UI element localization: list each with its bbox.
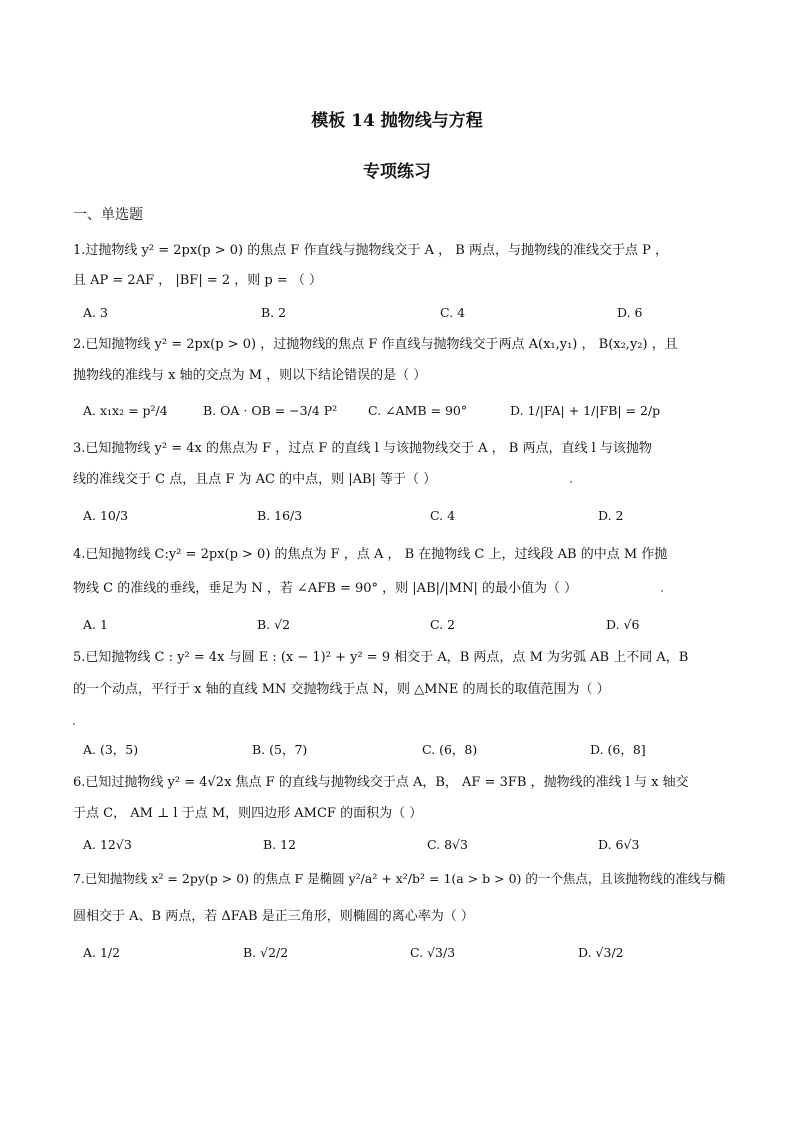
- q1-option-a: A. 3: [83, 305, 108, 320]
- q7-option-c: C. √3/3: [410, 945, 456, 960]
- q5-option-c: C. (6，8): [422, 742, 478, 757]
- page-title: 模板 14 抛物线与方程: [311, 111, 483, 131]
- q5-option-a: A. (3，5): [83, 742, 139, 757]
- q2-option-c: C. ∠AMB = 90°: [368, 403, 468, 418]
- section-heading: 一、单选题: [73, 207, 143, 223]
- stray-dot: [661, 590, 663, 592]
- q4-option-a: A. 1: [83, 617, 108, 632]
- q4-option-b: B. √2: [257, 617, 291, 632]
- q1-line1: 1.过抛物线 y² = 2px(p > 0) 的焦点 F 作直线与抛物线交于 A ， B 两点，与抛物线的准线交于点 P ，: [73, 243, 668, 258]
- q2-option-a: A. x₁x₂ = p²/4: [83, 403, 168, 418]
- q1-option-d: D. 6: [617, 305, 643, 320]
- q5-line2: 的一个动点，平行于 x 轴的直线 MN 交抛物线于点 N，则 △MNE 的周长的取值范围为（ ）: [73, 682, 610, 697]
- q2-line2: 抛物线的准线与 x 轴的交点为 M ，则以下结论错误的是（ ）: [73, 368, 427, 383]
- q1-option-b: B. 2: [261, 305, 287, 320]
- q3-option-d: D. 2: [598, 508, 624, 523]
- q1-option-c: C. 4: [440, 305, 466, 320]
- q5-line1: 5.已知抛物线 C : y² = 4x 与圆 E : (x − 1)² + y² = 9 相交于 A，B 两点，点 M 为劣弧 AB 上不同 A，B: [73, 650, 689, 665]
- q4-option-d: D. √6: [606, 617, 640, 632]
- q3-option-a: A. 10/3: [83, 508, 129, 523]
- q6-option-d: D. 6√3: [598, 837, 640, 852]
- page-subtitle: 专项练习: [363, 162, 431, 182]
- q3-line2: 线的准线交于 C 点，且点 F 为 AC 的中点，则 |AB| 等于（ ）: [73, 472, 437, 487]
- q7-line2: 圆相交于 A、B 两点，若 ΔFAB 是正三角形，则椭圆的离心率为（ ）: [73, 909, 474, 924]
- q3-option-b: B. 16/3: [257, 508, 303, 523]
- q7-option-a: A. 1/2: [83, 945, 121, 960]
- q3-option-c: C. 4: [430, 508, 456, 523]
- q2-option-d: D. 1/|FA| + 1/|FB| = 2/p: [510, 403, 661, 418]
- q7-option-d: D. √3/2: [578, 945, 624, 960]
- q6-option-a: A. 12√3: [83, 837, 132, 852]
- stray-dot: [73, 723, 75, 725]
- q6-option-b: B. 12: [263, 837, 297, 852]
- q7-option-b: B. √2/2: [243, 945, 289, 960]
- q5-option-d: D. (6，8]: [590, 742, 646, 757]
- q4-option-c: C. 2: [430, 617, 456, 632]
- q1-line2: 且 AP = 2AF ， |BF| = 2 ，则 p = （ ）: [73, 273, 323, 288]
- q7-line1: 7.已知抛物线 x² = 2py(p > 0) 的焦点 F 是椭圆 y²/a² + x²/b² = 1(a > b > 0) 的一个焦点，且该抛物线的准线与椭: [73, 871, 726, 886]
- q2-option-b: B. OA · OB = −3/4 P²: [203, 403, 338, 418]
- stray-dot: [570, 481, 572, 483]
- q5-option-b: B. (5，7): [252, 742, 308, 757]
- q4-line2: 物线 C 的准线的垂线，垂足为 N ，若 ∠AFB = 90° ，则 |AB|/|MN| 的最小值为（ ）: [73, 581, 578, 596]
- q6-line2: 于点 C， AM ⊥ l 于点 M，则四边形 AMCF 的面积为（ ）: [73, 806, 423, 821]
- q3-line1: 3.已知抛物线 y² = 4x 的焦点为 F ，过点 F 的直线 l 与该抛物线交于 A ， B 两点，直线 l 与该抛物: [73, 441, 652, 456]
- q6-line1: 6.已知过抛物线 y² = 4√2x 焦点 F 的直线与抛物线交于点 A，B， AF = 3FB ，抛物线的准线 l 与 x 轴交: [73, 775, 689, 790]
- q4-line1: 4.已知抛物线 C:y² = 2px(p > 0) 的焦点为 F ，点 A ， B 在抛物线 C 上，过线段 AB 的中点 M 作抛: [73, 547, 668, 562]
- q2-line1: 2.已知抛物线 y² = 2px(p > 0) ，过抛物线的焦点 F 作直线与抛物线交于两点 A(x₁,y₁) ， B(x₂,y₂) ，且: [73, 337, 678, 352]
- q6-option-c: C. 8√3: [427, 837, 468, 852]
